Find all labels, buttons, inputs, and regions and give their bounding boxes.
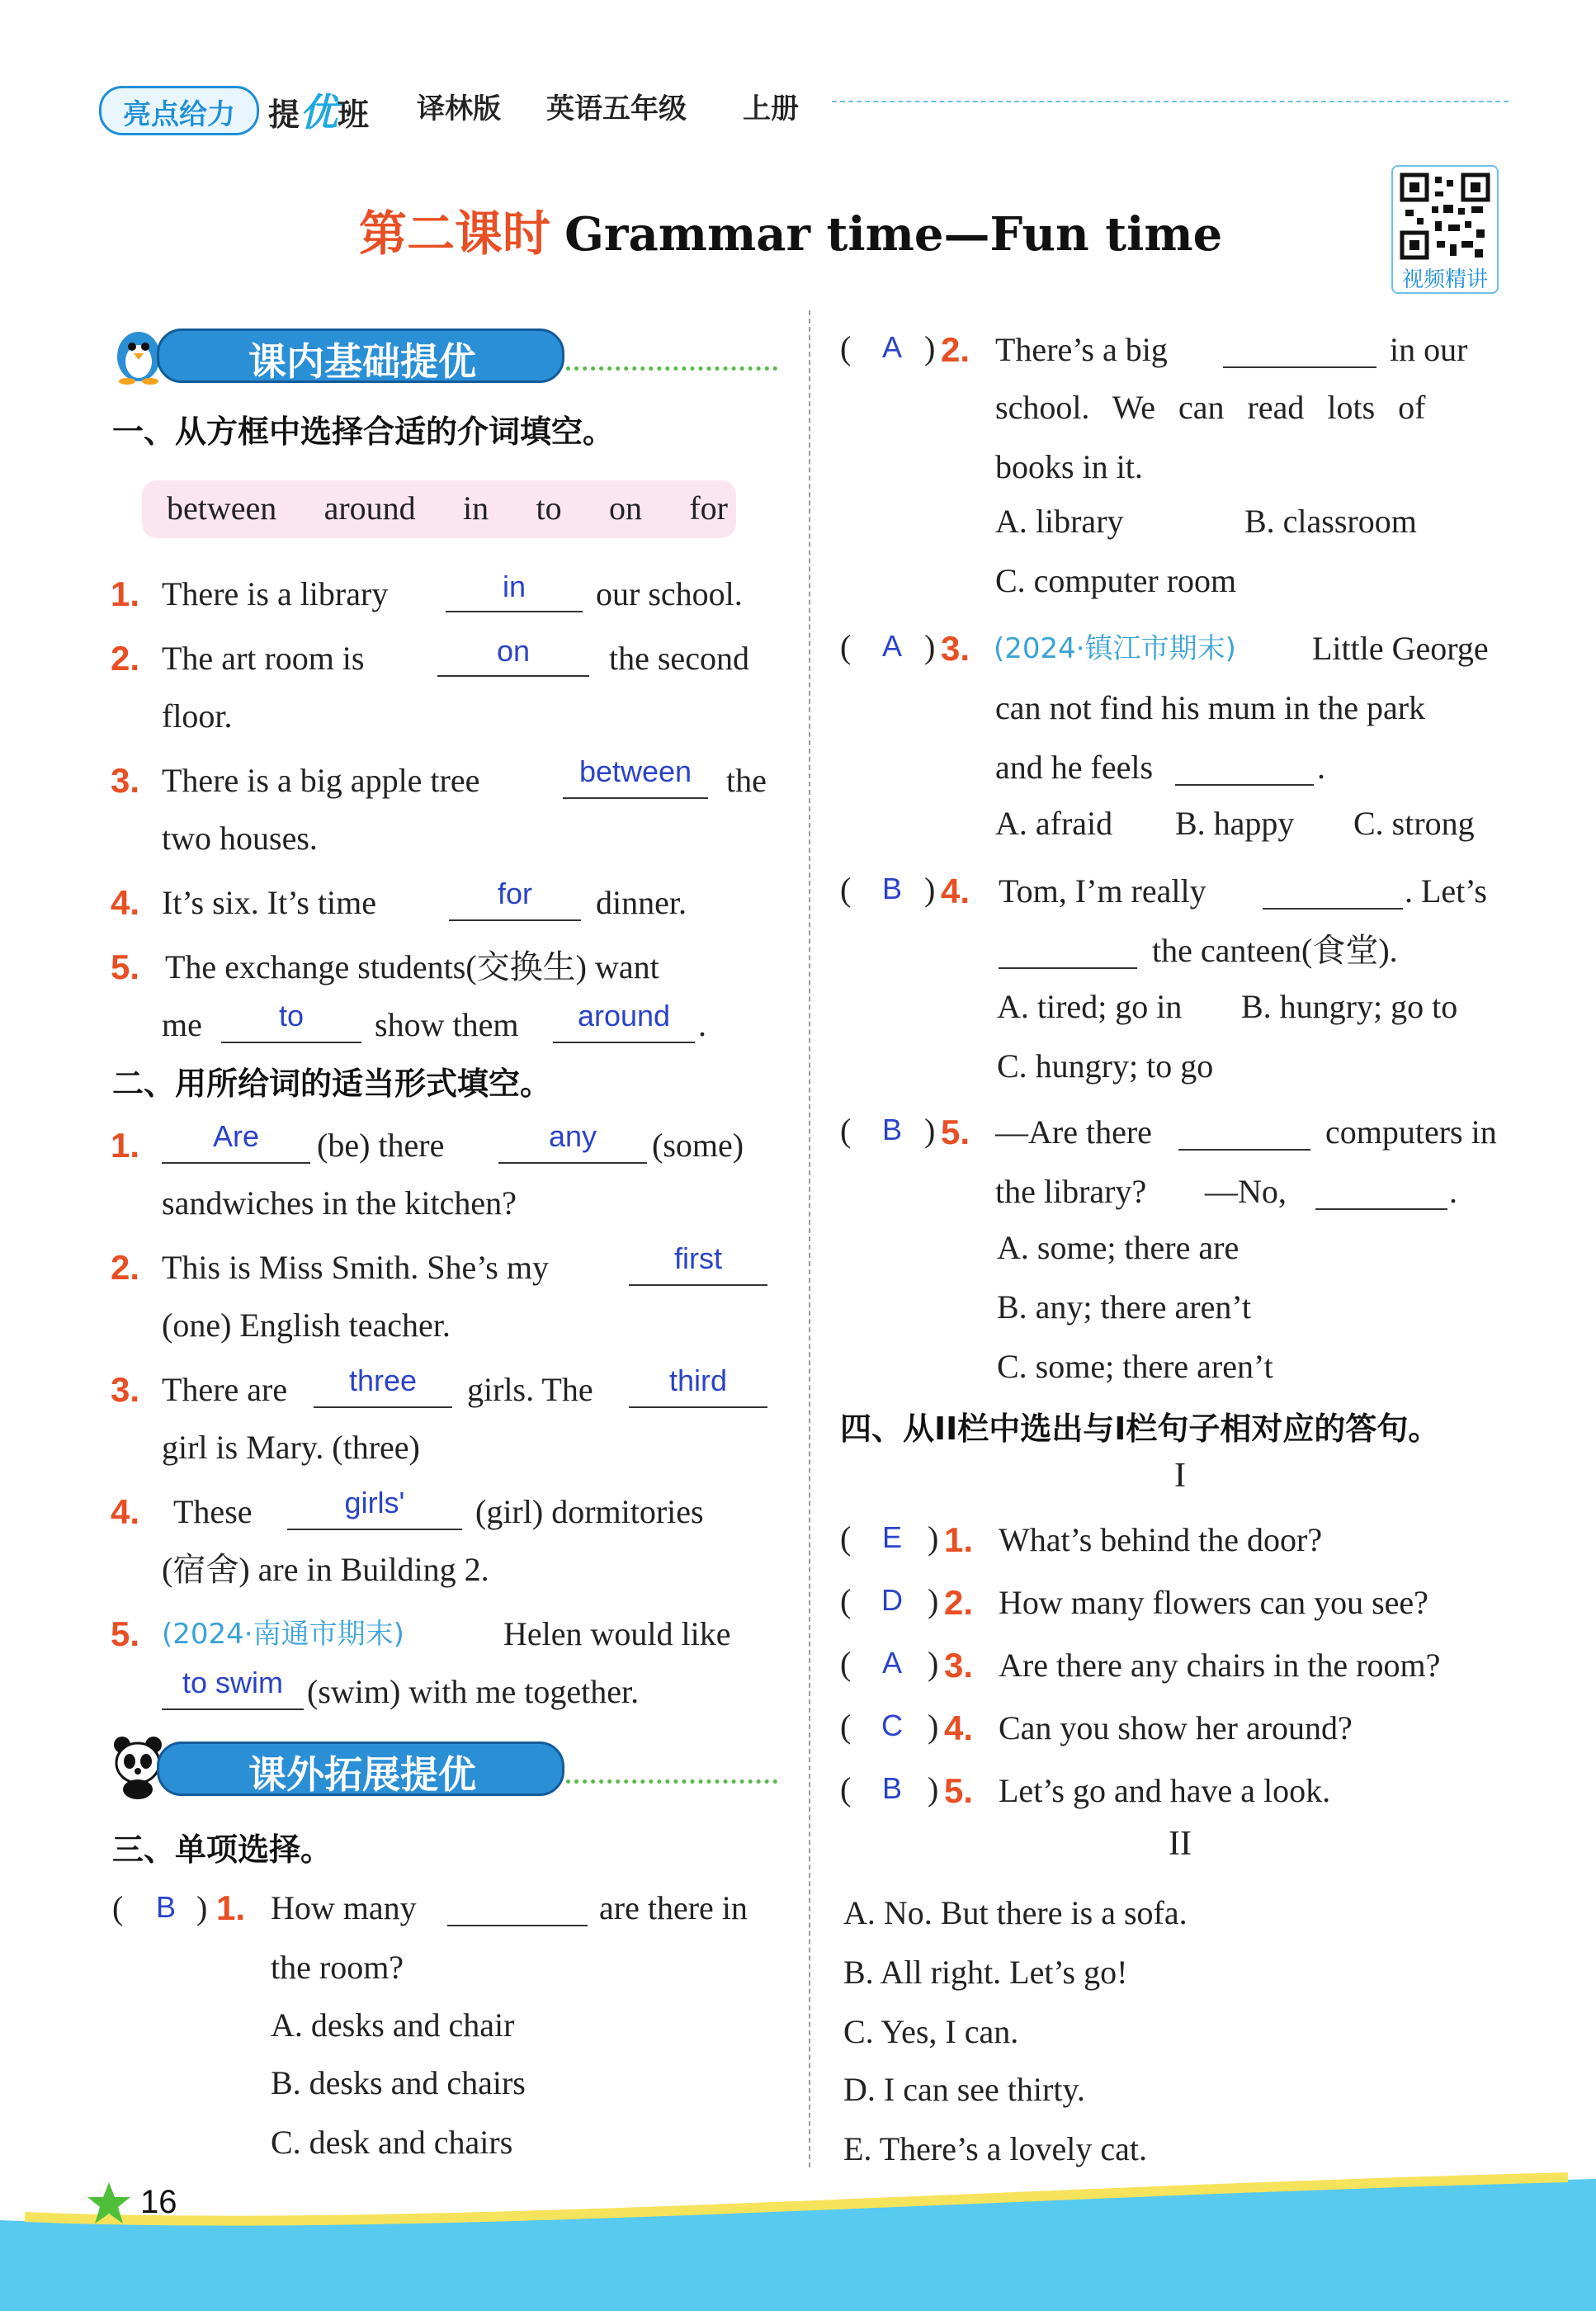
s3-q2-text-d: books in it. bbox=[995, 448, 1143, 485]
s1-q4-text-b: dinner. bbox=[596, 884, 687, 921]
section3-title: 三、单项选择。 bbox=[112, 1831, 333, 1868]
qr-code[interactable] bbox=[1391, 165, 1499, 294]
s3-q5-answer[interactable]: B bbox=[881, 1113, 902, 1146]
s2-q1-text-c: sandwiches in the kitchen? bbox=[162, 1184, 517, 1222]
s4-q4-answer[interactable]: C bbox=[881, 1708, 903, 1742]
subject-label: 英语五年级 bbox=[546, 92, 687, 125]
s3-q2-paren-open: ( bbox=[840, 329, 852, 366]
s3-q3-number: 3. bbox=[941, 629, 970, 668]
column-ii-label: II bbox=[1169, 1825, 1192, 1863]
s1-q1-text-b: our school. bbox=[596, 575, 743, 612]
footer-wave bbox=[0, 2162, 1596, 2311]
s4-q5-text: Let’s go and have a look. bbox=[999, 1772, 1331, 1809]
s1-q2-answer: on bbox=[496, 634, 531, 668]
s3-q3-blank[interactable] bbox=[1175, 784, 1314, 786]
lesson-title-en: Grammar time—Fun time bbox=[564, 207, 1223, 262]
qr-code-icon bbox=[1399, 172, 1491, 261]
s3-q3-text-d: . bbox=[1317, 749, 1325, 786]
column-i-label: I bbox=[1174, 1457, 1186, 1495]
s3-q5-number: 5. bbox=[941, 1113, 970, 1151]
s2-q5-text-b: (swim) with me together. bbox=[307, 1673, 640, 1710]
star-icon bbox=[84, 2179, 134, 2228]
s3-q5-blank-2[interactable] bbox=[1315, 1208, 1447, 1210]
s2-q1-number: 1. bbox=[111, 1126, 140, 1165]
s4-q3-paren-close: ) bbox=[928, 1645, 939, 1682]
s3-q5-paren-open: ( bbox=[840, 1112, 852, 1149]
s2-q4-text-a: These bbox=[173, 1493, 253, 1530]
s3-q2-blank[interactable] bbox=[1223, 366, 1376, 368]
s4-q4-paren-close: ) bbox=[928, 1708, 939, 1745]
s3-q1-option-c[interactable]: C. desk and chairs bbox=[271, 2124, 513, 2161]
s3-q4-text-c: the canteen(食堂). bbox=[1152, 932, 1398, 969]
page-number: 16 bbox=[140, 2184, 177, 2220]
s2-q5-number: 5. bbox=[111, 1614, 140, 1653]
s4-q1-answer[interactable]: E bbox=[881, 1520, 902, 1554]
s1-q2-text-b: the second bbox=[609, 640, 749, 677]
s1-q3-text-c: two houses. bbox=[162, 820, 318, 857]
s2-q1-blank-2[interactable] bbox=[498, 1162, 647, 1164]
series-name bbox=[268, 83, 369, 137]
word-box-row bbox=[167, 489, 728, 527]
s3-q2-text-a: There’s a big bbox=[995, 331, 1168, 368]
s2-q4-text-b: (girl) dormitories bbox=[475, 1493, 704, 1530]
s4-response-b: B. All right. Let’s go! bbox=[843, 1954, 1128, 1991]
s3-q3-option-b[interactable]: B. happy bbox=[1175, 805, 1295, 842]
s2-q3-text-b: girls. The bbox=[467, 1371, 593, 1408]
s3-q3-text-b: can not find his mum in the park bbox=[995, 689, 1426, 726]
s3-q5-option-a[interactable]: A. some; there are bbox=[997, 1229, 1239, 1266]
s4-q2-number: 2. bbox=[944, 1583, 974, 1622]
s4-q4-paren-open: ( bbox=[840, 1708, 852, 1745]
s1-q1-answer: in bbox=[502, 569, 526, 603]
s4-response-c: C. Yes, I can. bbox=[843, 2013, 1019, 2050]
s2-q5-text-a: Helen would like bbox=[503, 1615, 731, 1652]
s3-q3-option-c[interactable]: C. strong bbox=[1353, 805, 1475, 842]
s4-q1-text: What’s behind the door? bbox=[999, 1521, 1323, 1558]
s2-q1-text-b: (some) bbox=[652, 1127, 744, 1164]
s2-q3-text-c: girl is Mary. (three) bbox=[162, 1429, 420, 1466]
s1-q2-blank[interactable] bbox=[437, 675, 589, 677]
series-suffix: 班 bbox=[338, 97, 370, 133]
s4-q1-number: 1. bbox=[944, 1520, 974, 1559]
s3-q3-answer[interactable]: A bbox=[881, 629, 902, 663]
s3-q1-paren-open: ( bbox=[112, 1889, 124, 1926]
s2-q1-answer-2: any bbox=[548, 1119, 597, 1153]
s3-q3-text-c: and he feels bbox=[995, 749, 1154, 786]
s1-q5-text-b: me bbox=[162, 1006, 202, 1043]
s3-q5-blank-1[interactable] bbox=[1178, 1149, 1310, 1151]
s4-q4-number: 4. bbox=[944, 1708, 974, 1747]
s3-q1-blank[interactable] bbox=[447, 1925, 588, 1926]
s2-q4-answer: girls' bbox=[344, 1486, 405, 1519]
s3-q5-option-b[interactable]: B. any; there aren’t bbox=[997, 1288, 1252, 1326]
s1-q5-text-c: show them bbox=[375, 1006, 519, 1043]
s3-q5-text-b: computers in bbox=[1325, 1113, 1497, 1151]
s1-q5-blank-2[interactable] bbox=[553, 1042, 695, 1043]
s2-q3-answer-2: third bbox=[668, 1363, 728, 1397]
brand-text: 亮点给力 bbox=[123, 98, 235, 131]
s4-q3-paren-open: ( bbox=[840, 1645, 852, 1682]
banner-in-class-dots bbox=[566, 366, 777, 371]
s3-q1-option-a[interactable]: A. desks and chair bbox=[271, 2006, 515, 2044]
section1-title: 一、从方框中选择合适的介词填空。 bbox=[112, 414, 615, 450]
s4-q3-number: 3. bbox=[944, 1646, 974, 1685]
s2-q1-blank-1[interactable] bbox=[162, 1162, 310, 1164]
section4-title: 四、从II栏中选出与I栏句子相对应的答句。 bbox=[840, 1411, 1440, 1447]
s4-q2-answer[interactable]: D bbox=[881, 1583, 903, 1617]
banner-extension-dots bbox=[566, 1779, 777, 1784]
s3-q3-option-a[interactable]: A. afraid bbox=[995, 805, 1113, 842]
s3-q5-text-e: . bbox=[1449, 1173, 1457, 1210]
s4-response-e: E. There’s a lovely cat. bbox=[843, 2130, 1148, 2167]
s3-q4-paren-open: ( bbox=[840, 871, 852, 908]
word-option: to bbox=[536, 489, 562, 527]
word-option: in bbox=[463, 489, 489, 527]
s1-q5-answer-2: around bbox=[577, 999, 671, 1033]
s3-q2-option-a[interactable]: A. library bbox=[995, 503, 1124, 540]
series-prefix: 提 bbox=[268, 97, 300, 133]
s4-q5-answer[interactable]: B bbox=[881, 1771, 902, 1805]
s2-q2-text-a: This is Miss Smith. She’s my bbox=[162, 1249, 549, 1286]
s3-q2-text-c: school. We can read lots of bbox=[995, 389, 1426, 426]
s2-q5-source: (2024·南通市期末) bbox=[162, 1618, 404, 1651]
s1-q1-number: 1. bbox=[111, 574, 140, 613]
s1-q5-number: 5. bbox=[111, 948, 140, 986]
word-box bbox=[142, 480, 736, 538]
s1-q4-blank[interactable] bbox=[449, 919, 581, 921]
s3-q4-number: 4. bbox=[941, 872, 970, 910]
s4-q2-paren-open: ( bbox=[840, 1582, 852, 1619]
s3-q5-paren-close: ) bbox=[924, 1112, 936, 1149]
s2-q3-answer-1: three bbox=[348, 1363, 418, 1397]
s3-q4-blank-2[interactable] bbox=[999, 967, 1137, 969]
s1-q2-number: 2. bbox=[111, 639, 140, 678]
banner-extension bbox=[109, 1733, 777, 1799]
s3-q1-number: 1. bbox=[216, 1888, 246, 1927]
s1-q2-text-a: The art room is bbox=[162, 640, 365, 677]
s1-q3-text-b: the bbox=[726, 762, 767, 799]
s3-q4-text-a: Tom, I’m really bbox=[999, 872, 1206, 910]
s1-q5-blank-1[interactable] bbox=[221, 1042, 361, 1043]
s3-q1-text-b: are there in bbox=[599, 1889, 748, 1926]
s1-q1-text-a: There is a library bbox=[162, 575, 389, 612]
section2-title: 二、用所给词的适当形式填空。 bbox=[112, 1066, 552, 1102]
word-option: between bbox=[167, 489, 277, 527]
s3-q2-option-c[interactable]: C. computer room bbox=[995, 562, 1237, 599]
s1-q3-number: 3. bbox=[111, 761, 140, 800]
s3-q5-text-c: the library? bbox=[995, 1173, 1147, 1210]
header-rule bbox=[832, 101, 1509, 102]
s3-q2-number: 2. bbox=[941, 330, 970, 369]
lesson-title bbox=[359, 195, 1222, 264]
s2-q4-text-c: (宿舍) are in Building 2. bbox=[162, 1551, 489, 1588]
edition-label: 译林版 bbox=[417, 92, 501, 125]
s3-q3-text-a: Little George bbox=[1312, 630, 1489, 667]
s3-q3-paren-open: ( bbox=[840, 628, 852, 665]
s4-q4-text: Can you show her around? bbox=[999, 1709, 1353, 1746]
word-option: for bbox=[689, 489, 728, 527]
s3-q2-answer[interactable]: A bbox=[881, 330, 902, 364]
s4-response-a: A. No. But there is a sofa. bbox=[843, 1894, 1188, 1931]
s4-q2-paren-close: ) bbox=[928, 1582, 939, 1619]
s4-q1-paren-open: ( bbox=[840, 1519, 852, 1557]
banner-in-class bbox=[109, 320, 777, 386]
s2-q4-number: 4. bbox=[111, 1492, 140, 1531]
s4-q3-answer[interactable]: A bbox=[881, 1646, 902, 1680]
volume-label: 上册 bbox=[743, 92, 799, 125]
s2-q5-blank[interactable] bbox=[162, 1708, 304, 1710]
s3-q4-paren-close: ) bbox=[924, 871, 936, 908]
s2-q3-blank-1[interactable] bbox=[314, 1406, 452, 1408]
s1-q1-blank[interactable] bbox=[446, 611, 583, 612]
s3-q3-source: (2024·镇江市期末) bbox=[994, 632, 1236, 665]
brand-logo bbox=[99, 86, 259, 135]
s4-q5-number: 5. bbox=[944, 1771, 974, 1810]
s2-q1-text-a: (be) there bbox=[317, 1127, 445, 1164]
s4-q5-paren-close: ) bbox=[928, 1770, 939, 1808]
s4-q3-text: Are there any chairs in the room? bbox=[999, 1647, 1441, 1684]
s1-q5-answer-1: to bbox=[278, 999, 305, 1033]
s3-q4-option-a[interactable]: A. tired; go in bbox=[997, 988, 1183, 1025]
s3-q1-answer[interactable]: B bbox=[155, 1890, 176, 1924]
s3-q5-text-d: —No, bbox=[1205, 1173, 1287, 1210]
s3-q4-blank-1[interactable] bbox=[1263, 908, 1403, 910]
banner-extension-title: 课外拓展提优 bbox=[248, 1752, 476, 1797]
s2-q2-text-b: (one) English teacher. bbox=[162, 1307, 451, 1344]
s2-q2-number: 2. bbox=[111, 1248, 140, 1287]
s1-q3-blank[interactable] bbox=[563, 797, 708, 799]
s4-q2-text: How many flowers can you see? bbox=[999, 1584, 1428, 1621]
s3-q4-answer[interactable]: B bbox=[881, 872, 902, 905]
s2-q2-blank[interactable] bbox=[629, 1284, 767, 1286]
qr-caption: 视频精讲 bbox=[1401, 267, 1488, 292]
s3-q1-text-c: the room? bbox=[271, 1949, 404, 1986]
s1-q5-text-d: . bbox=[698, 1006, 706, 1043]
s1-q4-number: 4. bbox=[111, 883, 140, 922]
word-option: around bbox=[323, 489, 416, 527]
s1-q4-text-a: It’s six. It’s time bbox=[162, 884, 376, 921]
s2-q5-answer: to swim bbox=[182, 1666, 283, 1699]
s1-q3-text-a: There is a big apple tree bbox=[162, 762, 480, 799]
s1-q3-answer: between bbox=[578, 754, 692, 788]
s1-q2-text-c: floor. bbox=[162, 697, 233, 735]
lesson-title-cn: 第二课时 bbox=[359, 206, 551, 262]
s3-q4-option-c[interactable]: C. hungry; to go bbox=[997, 1047, 1214, 1085]
s2-q2-answer: first bbox=[674, 1241, 722, 1275]
s3-q1-paren-close: ) bbox=[196, 1889, 208, 1926]
s3-q2-paren-close: ) bbox=[924, 329, 936, 366]
s3-q4-option-b[interactable]: B. hungry; go to bbox=[1241, 988, 1458, 1025]
s3-q2-option-b[interactable]: B. classroom bbox=[1244, 503, 1417, 540]
s2-q3-blank-2[interactable] bbox=[629, 1406, 767, 1408]
s2-q3-text-a: There are bbox=[162, 1371, 288, 1408]
s3-q5-text-a: —Are there bbox=[995, 1113, 1152, 1151]
s2-q1-answer-1: Are bbox=[212, 1119, 260, 1153]
s1-q5-text-a: The exchange students(交换生) want bbox=[165, 948, 659, 985]
s2-q4-blank[interactable] bbox=[287, 1529, 462, 1530]
s3-q3-paren-close: ) bbox=[924, 628, 936, 665]
s3-q1-text-a: How many bbox=[271, 1889, 417, 1926]
s4-response-d: D. I can see thirty. bbox=[843, 2071, 1085, 2108]
banner-in-class-title: 课内基础提优 bbox=[248, 339, 476, 384]
series-highlight: 优 bbox=[300, 90, 338, 135]
s3-q4-text-b: . Let’s bbox=[1405, 872, 1487, 910]
s2-q3-number: 3. bbox=[111, 1370, 140, 1409]
s3-q1-option-b[interactable]: B. desks and chairs bbox=[271, 2064, 526, 2101]
column-divider bbox=[809, 310, 810, 2167]
s4-q5-paren-open: ( bbox=[840, 1770, 852, 1808]
s3-q5-option-c[interactable]: C. some; there aren’t bbox=[997, 1348, 1273, 1385]
word-option: on bbox=[608, 489, 642, 527]
s1-q4-answer: for bbox=[497, 877, 532, 910]
s3-q2-text-b: in our bbox=[1390, 331, 1468, 368]
s4-q1-paren-close: ) bbox=[928, 1519, 939, 1557]
